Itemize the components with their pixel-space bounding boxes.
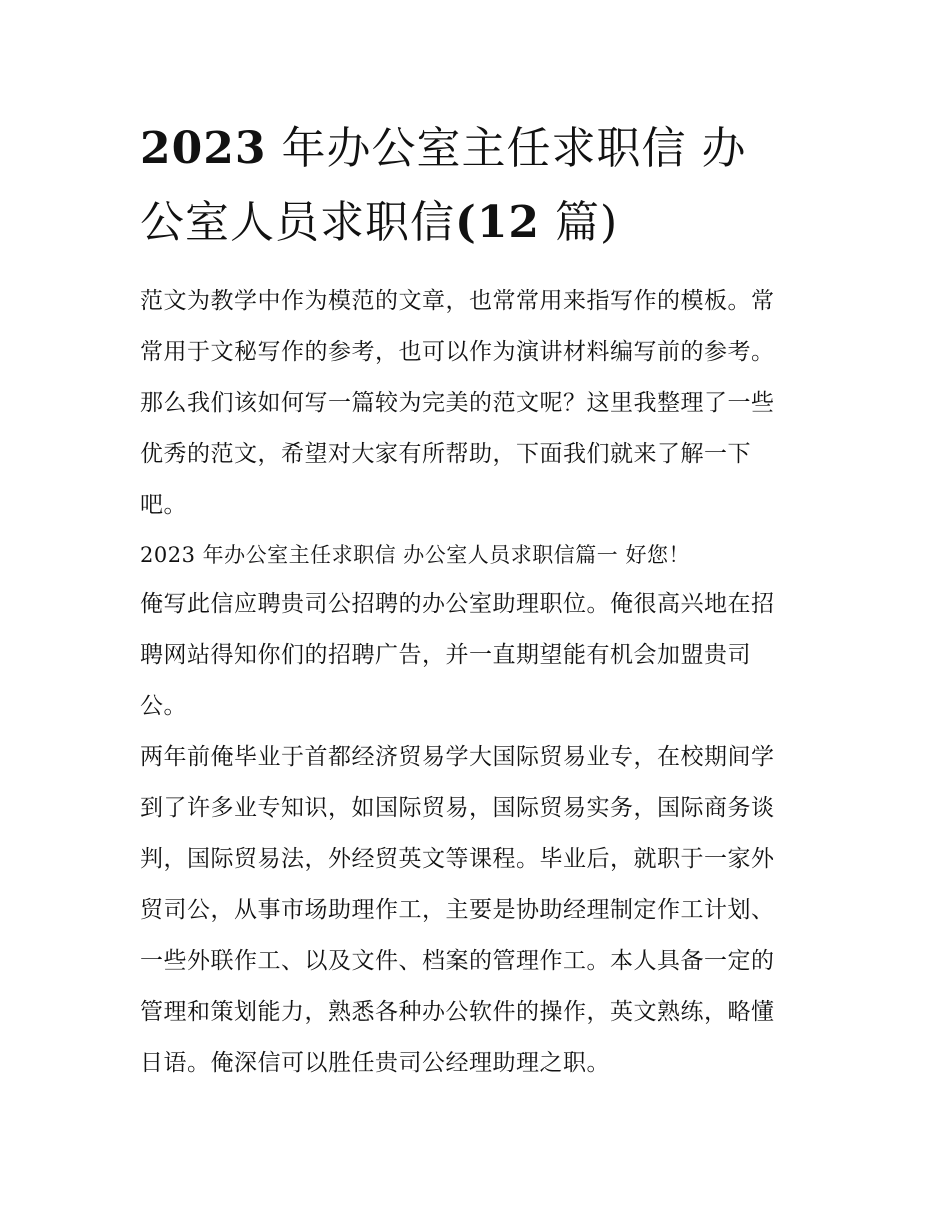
title-line1-text: 年办公室主任求职信 办 (266, 123, 747, 174)
paragraph-line: 俺写此信应聘贵司公招聘的办公室助理职位。俺很高兴地在招 (140, 591, 775, 617)
intro-line: 那么我们该如何写一篇较为完美的范文呢？这里我整理了一些 (140, 390, 775, 416)
body-paragraph-1 (140, 579, 820, 732)
intro-paragraph (140, 276, 820, 531)
paragraph-line: 判，国际贸易法，外经贸英文等课程。毕业后，就职于一家外 (140, 846, 775, 872)
paragraph-line: 两年前俺毕业于首都经济贸易学大国际贸易业专，在校期间学 (140, 744, 775, 770)
title-line2-suffix: 篇) (540, 197, 619, 248)
intro-line: 常用于文秘写作的参考，也可以作为演讲材料编写前的参考。 (140, 339, 775, 365)
title-line2-text: 公室人员求职信 (140, 197, 455, 248)
document-body (140, 276, 820, 1089)
body-paragraph-2 (140, 732, 820, 1089)
title-year: 2023 (140, 123, 267, 174)
document-title (140, 112, 820, 260)
paragraph-line: 贸司公，从事市场助理作工，主要是协助经理制定作工计划、 (140, 897, 775, 923)
paragraph-line: 聘网站得知你们的招聘广告，并一直期望能有机会加盟贵司 (140, 642, 751, 668)
title-count: (12 (455, 197, 541, 248)
paragraph-line: 公。 (140, 693, 187, 719)
intro-line: 吧。 (140, 492, 187, 518)
intro-line: 范文为教学中作为模范的文章，也常常用来指写作的模板。常 (140, 288, 775, 314)
paragraph-line: 管理和策划能力，熟悉各种办公软件的操作，英文熟练，略懂 (140, 999, 775, 1025)
paragraph-line: 日语。俺深信可以胜任贵司公经理助理之职。 (140, 1050, 610, 1076)
paragraph-line: 一些外联作工、以及文件、档案的管理作工。本人具备一定的 (140, 948, 775, 974)
intro-line: 优秀的范文，希望对大家有所帮助，下面我们就来了解一下 (140, 441, 751, 467)
section-heading: 2023 年办公室主任求职信 办公室人员求职信篇一 好您！ (140, 543, 690, 567)
paragraph-line: 到了许多业专知识，如国际贸易，国际贸易实务，国际商务谈 (140, 795, 775, 821)
